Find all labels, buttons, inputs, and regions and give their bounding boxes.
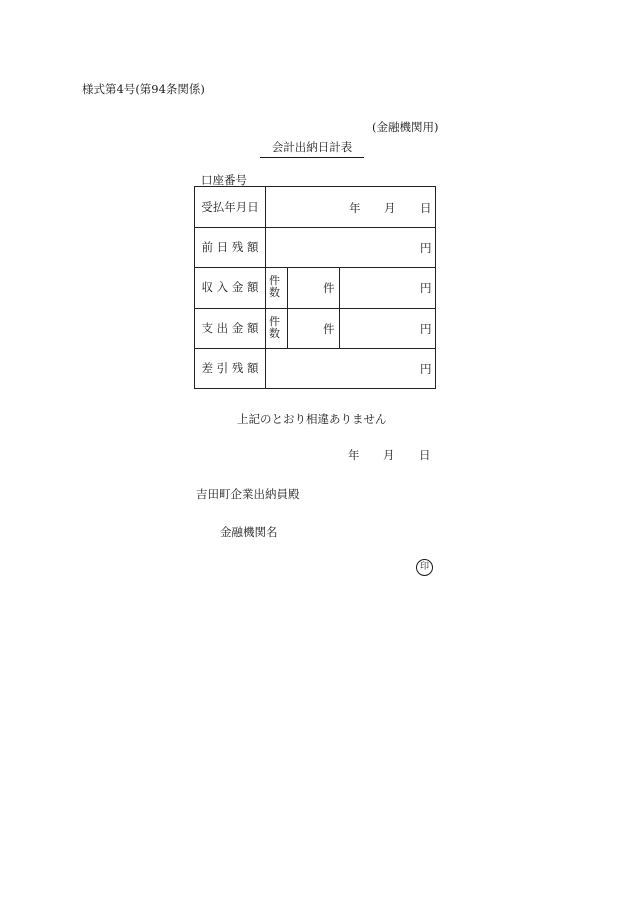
count-label: 件 数: [269, 274, 280, 299]
daily-statement-table: [194, 186, 436, 389]
form-number: 様式第4号(第94条関係): [82, 82, 205, 96]
table-row: [195, 187, 435, 227]
table-row: [195, 348, 435, 388]
row-label: 受払年月日: [201, 200, 259, 214]
document-title: 会計出納日計表: [260, 139, 364, 158]
account-number-label: 口座番号: [201, 173, 247, 187]
row-label: 差 引 残 額: [201, 361, 259, 375]
year-unit: 年: [348, 448, 360, 462]
table-row: [195, 267, 435, 307]
yen-unit: 円: [420, 322, 432, 336]
row-label: 収 入 金 額: [201, 280, 259, 294]
yen-unit: 円: [420, 362, 432, 376]
count-label: 件 数: [269, 315, 280, 340]
count-unit: 件: [323, 281, 335, 295]
day-unit: 日: [420, 201, 432, 215]
addressee: 吉田町企業出納員殿: [196, 487, 300, 501]
day-unit: 日: [419, 448, 431, 462]
month-unit: 月: [384, 201, 396, 215]
usage-note: (金融機関用): [372, 120, 439, 134]
year-unit: 年: [349, 201, 361, 215]
table-row: [195, 227, 435, 267]
yen-unit: 円: [420, 281, 432, 295]
statement-text: 上記のとおり相違ありません: [237, 412, 387, 426]
count-unit: 件: [323, 322, 335, 336]
seal-icon: 印: [416, 559, 433, 576]
month-unit: 月: [383, 448, 395, 462]
table-row: [195, 308, 435, 348]
row-label: 前 日 残 額: [201, 240, 259, 254]
row-label: 支 出 金 額: [201, 321, 259, 335]
yen-unit: 円: [420, 241, 432, 255]
bank-name-label: 金融機関名: [220, 525, 278, 539]
